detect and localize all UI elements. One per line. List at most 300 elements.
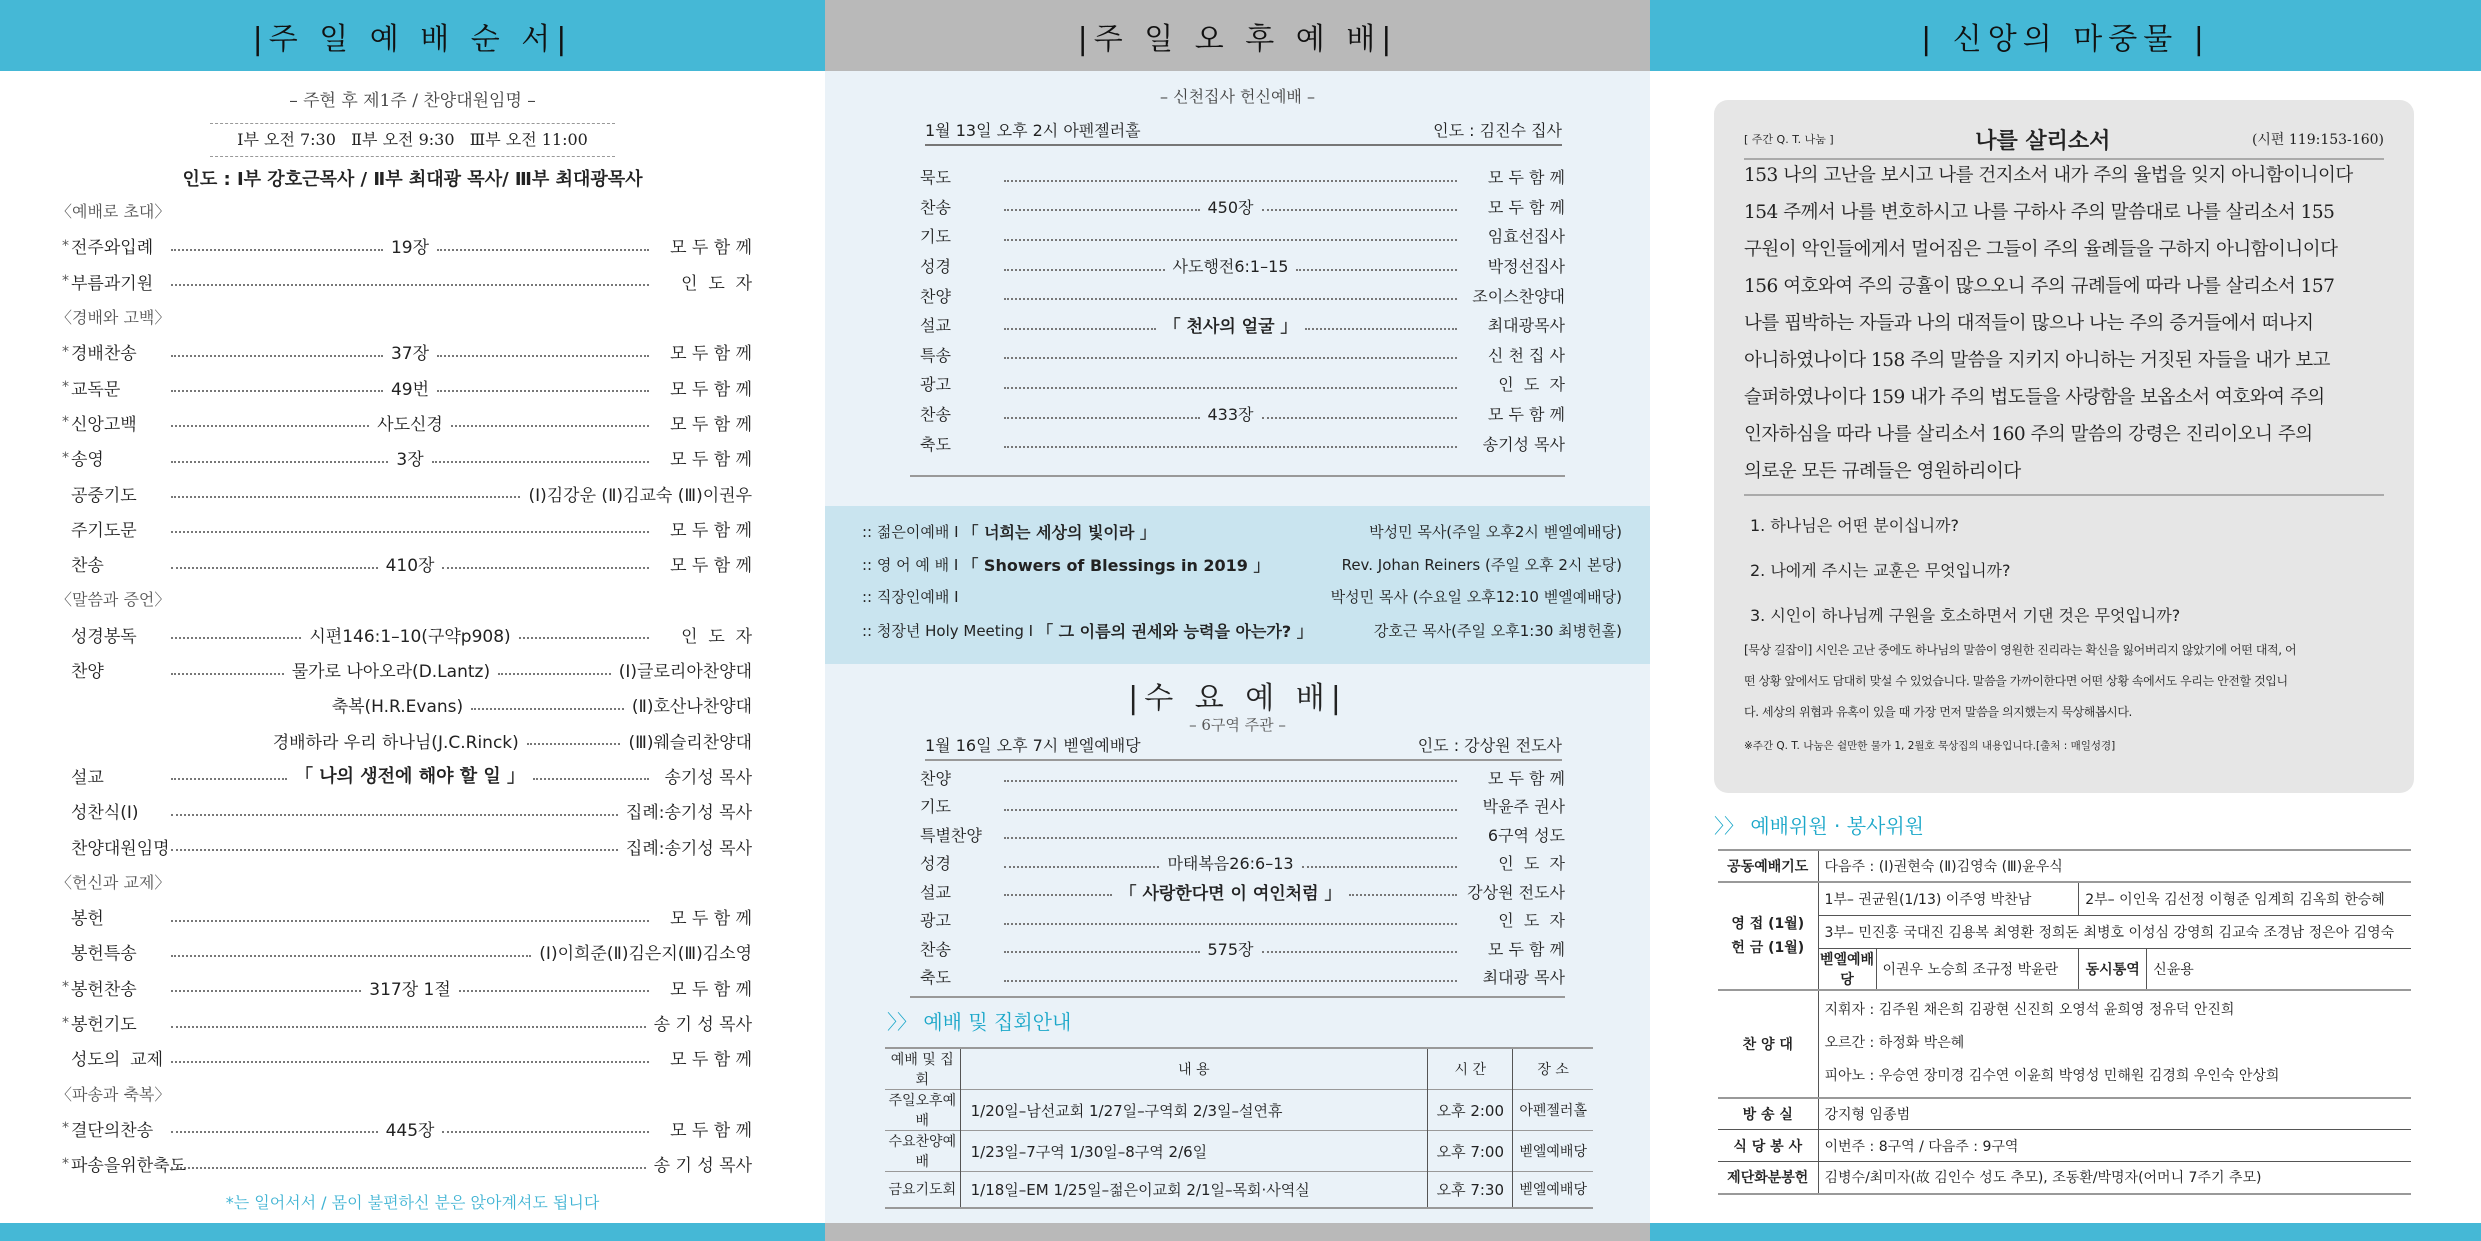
- staff-value: 강지형 임종범: [1824, 1106, 1911, 1123]
- schedule-cell: 벧엘예배당: [1519, 1182, 1587, 1199]
- dotted-leader: [1004, 923, 1457, 925]
- dotted-leader: [171, 567, 378, 569]
- standing-footnote: *는 일어서서 / 몸이 불편하신 분은 앉아계셔도 됩니다: [225, 1193, 600, 1212]
- order-row: [62, 546, 752, 581]
- order-person: 인 도 자: [1498, 911, 1565, 931]
- qt-box: [1714, 100, 2414, 793]
- order-row: [62, 334, 752, 369]
- order-label: 광고: [920, 375, 951, 395]
- order-detail: 물가로 나아오라(D.Lantz): [291, 662, 491, 683]
- announcement-info: 강호근 목사(주일 오후1:30 최병헌홀): [1373, 622, 1622, 640]
- dotted-leader: [171, 1167, 646, 1169]
- dotted-leader: [1305, 328, 1457, 330]
- order-person: 모 두 함 께: [1487, 197, 1565, 217]
- order-detail: 축복(H.R.Evans): [331, 697, 464, 718]
- order-row: [62, 1111, 752, 1146]
- dotted-leader: [451, 425, 649, 427]
- order-person: 모 두 함 께: [1487, 168, 1565, 188]
- dotted-leader: [1004, 180, 1457, 182]
- dotted-leader: [1004, 328, 1156, 330]
- faith-panel: [1650, 0, 2481, 1241]
- order-row: [920, 963, 1565, 992]
- panel-header: [825, 0, 1650, 71]
- order-row: [920, 877, 1565, 906]
- staff-value: 1부– 권균원(1/13) 이주영 박찬남: [1818, 882, 2079, 915]
- order-label: 찬양: [920, 286, 951, 306]
- dotted-leader: [459, 990, 649, 992]
- order-row: [62, 370, 752, 405]
- announcement-title: 「 Showers of Blessings in 2019 」: [962, 556, 1270, 575]
- qt-note: ※주간 Q. T. 나눔은 쉴만한 물가 1, 2월호 묵상집의 내용입니다.[출처 : 매일성경]: [1744, 740, 2116, 752]
- order-person: 모 두 함 께: [670, 450, 752, 471]
- schedule-cell: 1/23일–7구역 1/30일–8구역 2/6일: [960, 1131, 1428, 1172]
- schedule-cell: 오후 7:30: [1428, 1172, 1513, 1208]
- order-label: 성찬식(I): [71, 803, 139, 824]
- announcement-info: Rev. Johan Reiners (주일 오후 2시 본당): [1341, 556, 1622, 574]
- stand-marker: *: [62, 1155, 69, 1172]
- dotted-leader: [1302, 866, 1457, 868]
- qt-meditation: [1744, 635, 2394, 728]
- order-row: [62, 440, 752, 475]
- order-row: [920, 906, 1565, 935]
- schedule-header-row: [885, 1048, 1593, 1090]
- stand-marker: *: [62, 414, 69, 431]
- schedule-row: [885, 1131, 1593, 1172]
- dotted-leader: [1004, 417, 1200, 419]
- panel-header: [1650, 0, 2481, 71]
- sunday-afternoon-panel: [825, 0, 1650, 1241]
- staff-label: 공동예배기도: [1718, 850, 1818, 882]
- dotted-leader: [1262, 209, 1458, 211]
- order-person: 인 도 자: [681, 273, 752, 294]
- verse-line: 의로운 모든 규례들은 영원하리이다: [1744, 461, 2021, 482]
- order-label: 축도: [920, 434, 951, 454]
- order-label: 광고: [920, 911, 951, 931]
- dotted-leader: [533, 778, 649, 780]
- order-label: 기도: [920, 227, 951, 247]
- dotted-leader: [171, 1061, 649, 1063]
- order-person: 모 두 함 께: [670, 556, 752, 577]
- order-person: 모 두 함 께: [670, 238, 752, 259]
- dotted-leader: [171, 496, 520, 498]
- order-person: 모 두 함 께: [670, 379, 752, 400]
- announcement-info: 박성민 목사(주일 오후2시 벧엘예배당): [1369, 523, 1622, 541]
- schedule-cell: 1/18일–EM 1/25일–젊은이교회 2/1일–목회·사역실: [960, 1172, 1428, 1208]
- divider: [910, 996, 1565, 998]
- order-label: 찬송: [920, 197, 951, 217]
- order-label: 전주와입례: [71, 238, 154, 259]
- order-detail: 450장: [1207, 197, 1254, 217]
- schedule-row: [885, 1172, 1593, 1208]
- schedule-cell: 오후 2:00: [1428, 1090, 1513, 1131]
- staff-heading: 〉〉 예배위원 · 봉사위원: [1714, 814, 1924, 838]
- schedule-cell: 오후 7:00: [1428, 1131, 1513, 1172]
- order-label: 파송을위한축도: [71, 1156, 186, 1177]
- announcement-row: [862, 619, 1622, 642]
- section-heading: 〈경배와 고백〉: [56, 308, 171, 328]
- order-detail: 433장: [1207, 405, 1254, 425]
- staff-label: 방 송 실: [1718, 1098, 1818, 1130]
- dotted-leader: [1004, 951, 1200, 953]
- dotted-leader: [171, 778, 287, 780]
- order-label: 경배찬송: [71, 344, 137, 365]
- announcement-row: [862, 553, 1622, 576]
- stand-marker: *: [62, 379, 69, 396]
- order-person: (Ⅰ)김강운 (Ⅱ)김교숙 (Ⅲ)이권우: [528, 485, 752, 506]
- order-label: 찬송: [71, 556, 104, 577]
- announcement-service: :: 직장인예배 I: [862, 588, 959, 606]
- order-row: [62, 723, 752, 758]
- order-label: 특별찬양: [920, 825, 982, 845]
- choir-line: 오르간 : 하정화 박은혜: [1824, 1035, 1965, 1051]
- order-detail: 사도신경: [377, 414, 443, 435]
- order-person: 박정선집사: [1487, 257, 1565, 277]
- order-detail: 경배하라 우리 하나님(J.C.Rinck): [272, 732, 519, 753]
- order-label: 설교: [71, 767, 104, 788]
- choir-line: 피아노 : 우승연 장미경 김수연 이윤희 박영성 민해원 김경희 우인숙 안상희: [1824, 1068, 2280, 1084]
- order-row: [62, 793, 752, 828]
- qt-tag: [ 주간 Q. T. 나눔 ]: [1744, 133, 1834, 146]
- verse-line: 154 주께서 나를 변호하시고 나를 구하사 주의 말씀대로 나를 살리소서 155: [1744, 202, 2335, 223]
- service-info: [925, 118, 1562, 146]
- order-label: 기도: [920, 797, 951, 817]
- order-row: [920, 340, 1565, 370]
- order-label: 설교: [920, 882, 951, 902]
- order-detail: 「 나의 생전에 해야 할 일 」: [294, 766, 526, 788]
- order-person: 인 도 자: [1498, 375, 1565, 395]
- wednesday-leader: 인도 : 강상원 전도사: [1417, 736, 1562, 755]
- order-person: 집례:송기성 목사: [625, 838, 752, 859]
- order-label: 부름과기원: [71, 273, 154, 294]
- announcement-row: [862, 586, 1622, 607]
- order-person: 송기성 목사: [1482, 434, 1565, 454]
- order-row: [62, 264, 752, 299]
- order-label: 특송: [920, 345, 951, 365]
- dotted-leader: [171, 1131, 378, 1133]
- qt-question: 2. 나에게 주시는 교훈은 무엇입니까?: [1750, 561, 2011, 580]
- announcement-title: 「 그 이름의 권세와 능력을 아는가? 」: [1037, 622, 1313, 641]
- staff-label: 벧엘예배당: [1818, 948, 1876, 990]
- order-label: 찬양: [920, 768, 951, 788]
- panel-title: |주 일 오 후 예 배|: [1077, 21, 1398, 57]
- order-row: [62, 970, 752, 1005]
- staff-table: [1718, 849, 2411, 1195]
- order-person: 모 두 함 께: [1487, 405, 1565, 425]
- dotted-leader: [1296, 269, 1457, 271]
- stand-marker: *: [62, 273, 69, 290]
- order-person: 송 기 성 목사: [653, 1156, 752, 1177]
- verse-line: 슬퍼하였나이다 159 내가 주의 법도들을 사랑함을 보옵소서 여호와여 주의: [1744, 387, 2325, 408]
- order-label: 축도: [920, 968, 951, 988]
- dotted-leader: [1004, 239, 1457, 241]
- section-heading: 〈파송과 축복〉: [56, 1084, 171, 1104]
- section-heading: 〈헌신과 교제〉: [56, 872, 171, 892]
- order-detail: 「 천사의 얼굴 」: [1163, 317, 1298, 338]
- dotted-leader: [1004, 209, 1200, 211]
- order-label: 봉헌: [71, 909, 104, 930]
- order-label: 봉헌기도: [71, 1015, 137, 1036]
- dotted-leader: [171, 249, 383, 251]
- dotted-leader: [171, 425, 369, 427]
- staff-value: 2부– 이인욱 김선정 이형준 임계희 김옥희 한승혜: [2085, 891, 2385, 908]
- staff-value: 이권우 노승희 조규정 박윤란: [1876, 948, 2079, 990]
- offering-label: 헌 금 (1월): [1731, 939, 1805, 956]
- dotted-leader: [171, 990, 361, 992]
- order-row: [62, 934, 752, 969]
- order-label: 송영: [71, 450, 104, 471]
- staff-value: [1818, 990, 2411, 1098]
- staff-value: 신윤용: [2153, 961, 2194, 978]
- announcement-service: :: 영 어 예 배 I: [862, 556, 959, 574]
- order-label: 성도의 교제: [71, 1050, 163, 1071]
- schedule-header: 시 간: [1428, 1048, 1513, 1090]
- dotted-leader: [171, 355, 383, 357]
- schedule-cell: 아펜젤러홀: [1519, 1103, 1587, 1119]
- order-person: (Ⅲ)웨슬리찬양대: [628, 732, 752, 753]
- panel-header: [0, 0, 825, 71]
- dotted-leader: [1004, 387, 1457, 389]
- order-row: [920, 763, 1565, 792]
- schedule-cell: 벧엘예배당: [1519, 1144, 1587, 1160]
- order-label: 신앙고백: [71, 414, 137, 435]
- order-detail: 사도행전6:1–15: [1172, 257, 1289, 277]
- order-row: [62, 1146, 752, 1181]
- dotted-leader: [171, 920, 649, 922]
- order-row: [920, 849, 1565, 878]
- schedule-cell: 수요찬양예배: [885, 1131, 960, 1172]
- order-person: 모 두 함 께: [670, 520, 752, 541]
- qt-question: 1. 하나님은 어떤 분이십니까?: [1750, 516, 1960, 535]
- order-row: [62, 1005, 752, 1040]
- dotted-leader: [1349, 894, 1457, 896]
- choir-line: 지휘자 : 김주원 채은희 김광현 신진희 오영석 윤희영 정유덕 안진희: [1824, 1002, 2235, 1018]
- stand-marker: *: [62, 1120, 69, 1137]
- order-person: 최대광 목사: [1482, 968, 1565, 988]
- dotted-leader: [442, 567, 649, 569]
- order-person: 모 두 함 께: [670, 344, 752, 365]
- order-label: 교독문: [71, 379, 121, 400]
- dotted-leader: [171, 849, 618, 851]
- dotted-leader: [527, 743, 621, 745]
- wednesday-info: [925, 733, 1562, 761]
- order-row: [62, 228, 752, 263]
- leaders: 인도 : Ⅰ부 강호근목사 / Ⅱ부 최대광 목사/ Ⅲ부 최대광목사: [182, 169, 643, 190]
- staff-label: 제단화분봉헌: [1718, 1162, 1818, 1194]
- order-row: [920, 428, 1565, 458]
- stand-marker: *: [62, 979, 69, 996]
- qt-reference: (시편 119:153-160): [2251, 132, 2384, 148]
- dotted-leader: [437, 249, 649, 251]
- order-row: [62, 617, 752, 652]
- dotted-leader: [1004, 809, 1457, 811]
- schedule-cell: 금요기도회: [885, 1172, 960, 1208]
- staff-value: 이번주 : 8구역 / 다음주 : 9구역: [1824, 1138, 2019, 1155]
- order-label: 설교: [920, 316, 951, 336]
- dotted-leader: [1004, 780, 1457, 782]
- staff-value: 3부– 민진홍 국대진 김용복 최영환 정희돈 최병호 이성심 강영희 김교숙 조경남 정은아 김영숙: [1824, 924, 2395, 941]
- order-person: (Ⅱ)호산나찬양대: [631, 697, 753, 718]
- order-row: [62, 405, 752, 440]
- schedule-cell: 1/20일–남선교회 1/27일–구역회 2/3일–설연휴: [960, 1090, 1428, 1131]
- order-detail: 49번: [390, 379, 430, 400]
- dotted-leader: [471, 708, 624, 710]
- schedule-row: [885, 1090, 1593, 1131]
- verse-line: 구원이 악인들에게서 멀어짐은 그들이 주의 율례들을 구하지 아니함이니이다: [1744, 239, 2338, 260]
- order-person: (Ⅰ)이희준(Ⅱ)김은지(Ⅲ)김소영: [539, 944, 752, 965]
- qt-title: 나를 살리소서: [1975, 128, 2111, 154]
- dotted-leader: [1004, 269, 1165, 271]
- verse-line: 아니하였나이다 158 주의 말씀을 지키지 아니하는 거짓된 자들을 내가 보고: [1744, 350, 2330, 371]
- announcement-service: :: 청장년 Holy Meeting I: [862, 622, 1034, 640]
- stand-marker: *: [62, 1014, 69, 1031]
- wednesday-date: 1월 16일 오후 7시 벧엘예배당: [925, 736, 1141, 755]
- order-row: [62, 475, 752, 510]
- dotted-leader: [171, 390, 383, 392]
- schedule-header: 예배 및 집회: [885, 1048, 960, 1090]
- verse-line: 인자하심을 따라 나를 살리소서 160 주의 말씀의 강령은 진리이오니 주의: [1744, 424, 2313, 445]
- order-person: 인 도 자: [1498, 854, 1565, 874]
- meditation-line: 다. 세상의 위협과 유혹이 있을 때 가장 먼저 말씀을 의지했는지 묵상해봅시다.: [1744, 705, 2132, 719]
- order-label: 성경: [920, 257, 951, 277]
- order-label: 묵도: [920, 168, 951, 188]
- order-person: 신 천 집 사: [1487, 345, 1565, 365]
- stand-marker: *: [62, 343, 69, 360]
- order-person: 모 두 함 께: [670, 1120, 752, 1141]
- order-person: 집례:송기성 목사: [625, 803, 752, 824]
- subtitle: – 신천집사 헌신예배 –: [1160, 87, 1315, 106]
- order-person: 임효선집사: [1487, 227, 1565, 247]
- order-label: 주기도문: [71, 520, 137, 541]
- staff-label: [1718, 882, 1818, 990]
- order-label: 결단의찬송: [71, 1120, 154, 1141]
- order-person: 모 두 함 께: [670, 979, 753, 1000]
- footer-bar: [0, 1223, 825, 1241]
- announcement-title: 「 너희는 세상의 빛이라 」: [962, 523, 1156, 542]
- order-row: [62, 758, 752, 793]
- order-detail: 445장: [385, 1120, 435, 1141]
- schedule-header: 내 용: [960, 1048, 1428, 1090]
- usher-label: 영 접 (1월): [1731, 915, 1805, 932]
- order-label: 찬송: [920, 405, 951, 425]
- dotted-leader: [1004, 446, 1457, 448]
- subtitle: – 주현 후 제1주 / 찬양대원임명 –: [289, 91, 536, 111]
- staff-value: 김병수/최미자(故 김인수 성도 추모), 조동환/박명자(어머니 7주기 추모): [1824, 1170, 2262, 1187]
- order-person: 강상원 전도사: [1467, 882, 1565, 902]
- staff-label: 찬 양 대: [1718, 990, 1818, 1098]
- dotted-leader: [1004, 837, 1457, 839]
- panel-title: | 신앙의 마중물 |: [1921, 21, 2210, 57]
- service-date: 1월 13일 오후 2시 아펜젤러홀: [925, 121, 1141, 140]
- order-row: [920, 792, 1565, 821]
- service-times: Ⅰ부 오전 7:30 Ⅱ부 오전 9:30 Ⅲ부 오전 11:00: [210, 123, 615, 157]
- meditation-line: 떤 상황 앞에서도 담대히 맞설 수 있었습니다. 말씀을 가까이한다면 어떤 상황 속에서도 우리는 안전할 것입니: [1744, 674, 2288, 688]
- order-person: 모 두 함 께: [1487, 768, 1565, 788]
- dotted-leader: [171, 814, 618, 816]
- dotted-leader: [498, 673, 611, 675]
- verse-line: 나를 핍박하는 자들과 나의 대적들이 많으나 나는 주의 증거들에서 떠나지: [1744, 313, 2314, 334]
- dotted-leader: [1004, 866, 1159, 868]
- dotted-leader: [1004, 980, 1457, 982]
- order-label: 성경: [920, 854, 951, 874]
- dotted-leader: [171, 955, 531, 957]
- announcement-info: 박성민 목사 (수요일 오후12:10 벧엘예배당): [1330, 588, 1622, 606]
- staff-label: 식 당 봉 사: [1718, 1130, 1818, 1162]
- section-heading: 〈말씀과 증언〉: [56, 590, 171, 610]
- announcements-box: [825, 506, 1650, 664]
- dotted-leader: [519, 637, 649, 639]
- dotted-leader: [171, 531, 649, 533]
- meditation-line: [묵상 길잡이] 시인은 고난 중에도 하나님의 말씀이 영원한 진리라는 확신을 잃어버리지 않았기에 어떤 대적, 어: [1744, 643, 2297, 657]
- order-label: 봉헌특송: [71, 944, 137, 965]
- qt-verses: [1744, 157, 2384, 496]
- order-row: [920, 399, 1565, 429]
- dotted-leader: [437, 390, 649, 392]
- order-detail: 410장: [385, 556, 435, 577]
- order-person: 박윤주 권사: [1482, 797, 1565, 817]
- staff-label: 동시통역: [2079, 948, 2147, 990]
- order-person: 송 기 성 목사: [653, 1015, 752, 1036]
- order-row: [920, 934, 1565, 963]
- order-detail: 「 사랑한다면 이 여인처럼 」: [1119, 883, 1342, 904]
- verse-line: 153 나의 고난을 보시고 나를 건지소서 내가 주의 율법을 잊지 아니함이니이다: [1744, 165, 2353, 186]
- footer-bar: [1650, 1223, 2481, 1241]
- wednesday-subtitle: – 6구역 주관 –: [1189, 716, 1286, 734]
- order-detail: 317장 1절: [369, 979, 451, 1000]
- order-row: [62, 899, 752, 934]
- order-row: [920, 820, 1565, 849]
- order-row: [62, 828, 752, 863]
- order-person: 조이스찬양대: [1472, 286, 1565, 306]
- order-detail: 575장: [1207, 939, 1254, 959]
- dotted-leader: [1004, 894, 1112, 896]
- order-person: 인 도 자: [681, 626, 753, 647]
- dotted-leader: [1262, 417, 1458, 419]
- sunday-worship-order-panel: [0, 0, 825, 1241]
- schedule-heading: 〉〉 예배 및 집회안내: [887, 1010, 1072, 1034]
- section-heading: 〈예배로 초대〉: [56, 202, 171, 222]
- verse-line: 156 여호와여 주의 긍휼이 많으오니 주의 규례들에 따라 나를 살리소서 157: [1744, 276, 2335, 297]
- order-row: [920, 251, 1565, 281]
- order-label: 봉헌찬송: [71, 979, 137, 1000]
- order-label: 성경봉독: [71, 626, 137, 647]
- qt-header: [1744, 120, 2384, 160]
- order-row: [920, 192, 1565, 222]
- dotted-leader: [1004, 357, 1457, 359]
- schedule-header: 장 소: [1537, 1062, 1569, 1078]
- order-detail: 19장: [390, 238, 430, 259]
- order-person: 6구역 성도: [1487, 825, 1565, 845]
- dotted-leader: [171, 284, 649, 286]
- order-row: [920, 280, 1565, 310]
- staff-value: 다음주 : (Ⅰ)권현숙 (Ⅱ)김영숙 (Ⅲ)윤우식: [1824, 859, 2063, 875]
- order-person: (Ⅰ)글로리아찬양대: [618, 662, 753, 683]
- order-detail: 시편146:1–10(구약p908): [309, 626, 511, 647]
- order-row: [920, 221, 1565, 251]
- order-label: 공중기도: [71, 485, 137, 506]
- dotted-leader: [171, 673, 284, 675]
- divider: [910, 475, 1565, 477]
- order-detail: 마태복음26:6–13: [1167, 854, 1294, 874]
- order-person: 모 두 함 께: [1487, 939, 1565, 959]
- qt-question: 3. 시인이 하나님께 구원을 호소하면서 기댄 것은 무엇입니까?: [1750, 606, 2181, 625]
- stand-marker: *: [62, 237, 69, 254]
- dotted-leader: [432, 461, 649, 463]
- order-row: [62, 687, 752, 722]
- order-person: 모 두 함 께: [670, 909, 752, 930]
- order-label: 찬양대원임명: [71, 838, 170, 859]
- order-row: [920, 310, 1565, 340]
- order-row: [920, 369, 1565, 399]
